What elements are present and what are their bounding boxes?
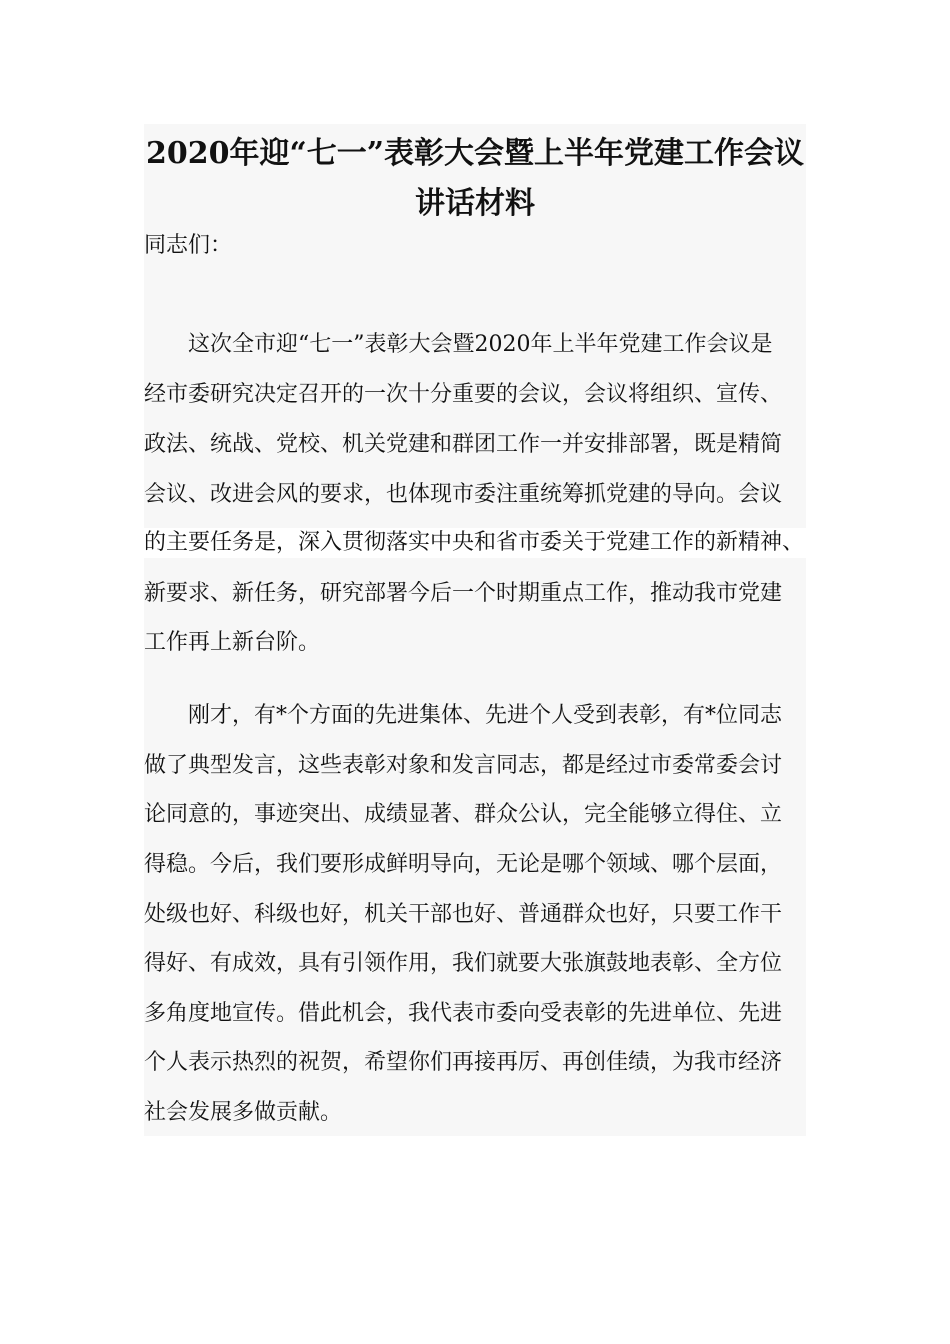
paragraph-2-line-5: 处级也好、科级也好，机关干部也好、普通群众也好，只要工作干 — [144, 902, 783, 927]
paragraph-2-line-7: 多角度地宣传。借此机会，我代表市委向受表彰的先进单位、先进 — [144, 1001, 783, 1026]
paragraph-1-line-4: 会议、改进会风的要求，也体现市委注重统筹抓党建的导向。会议 — [144, 482, 783, 507]
paragraph-1-line-6: 新要求、新任务，研究部署今后一个时期重点工作，推动我市党建 — [144, 581, 783, 606]
paragraph-2-line-2: 做了典型发言，这些表彰对象和发言同志，都是经过市委常委会讨 — [144, 753, 783, 778]
greeting: 同志们： — [144, 233, 233, 258]
paragraph-1-line-2: 经市委研究决定召开的一次十分重要的会议，会议将组织、宣传、 — [144, 382, 783, 407]
paragraph-2-line-8: 个人表示热烈的祝贺，希望你们再接再厉、再创佳绩，为我市经济 — [144, 1050, 783, 1075]
document-title-line-2: 讲话材料 — [415, 186, 535, 221]
paragraph-1-line-1: 这次全市迎“七一”表彰大会暨2020年上半年党建工作会议是 — [188, 332, 773, 357]
paragraph-2-line-6: 得好、有成效，具有引领作用，我们就要大张旗鼓地表彰、全方位 — [144, 951, 783, 976]
document-title-line-1: 2020年迎“七一”表彰大会暨上半年党建工作会议 — [145, 136, 804, 171]
paragraph-2-line-1: 刚才，有*个方面的先进集体、先进个人受到表彰，有*位同志 — [188, 703, 783, 728]
paragraph-2-line-9: 社会发展多做贡献。 — [144, 1100, 343, 1125]
paragraph-1-line-5: 的主要任务是，深入贯彻落实中央和省市委关于党建工作的新精神、 — [144, 528, 810, 558]
paragraph-2-line-4: 得稳。今后，我们要形成鲜明导向，无论是哪个领域、哪个层面， — [144, 852, 783, 877]
paragraph-1-line-7: 工作再上新台阶。 — [144, 630, 321, 655]
paragraph-2-line-3: 论同意的，事迹突出、成绩显著、群众公认，完全能够立得住、立 — [144, 802, 783, 827]
paragraph-1-line-3: 政法、统战、党校、机关党建和群团工作一并安排部署，既是精简 — [144, 432, 783, 457]
